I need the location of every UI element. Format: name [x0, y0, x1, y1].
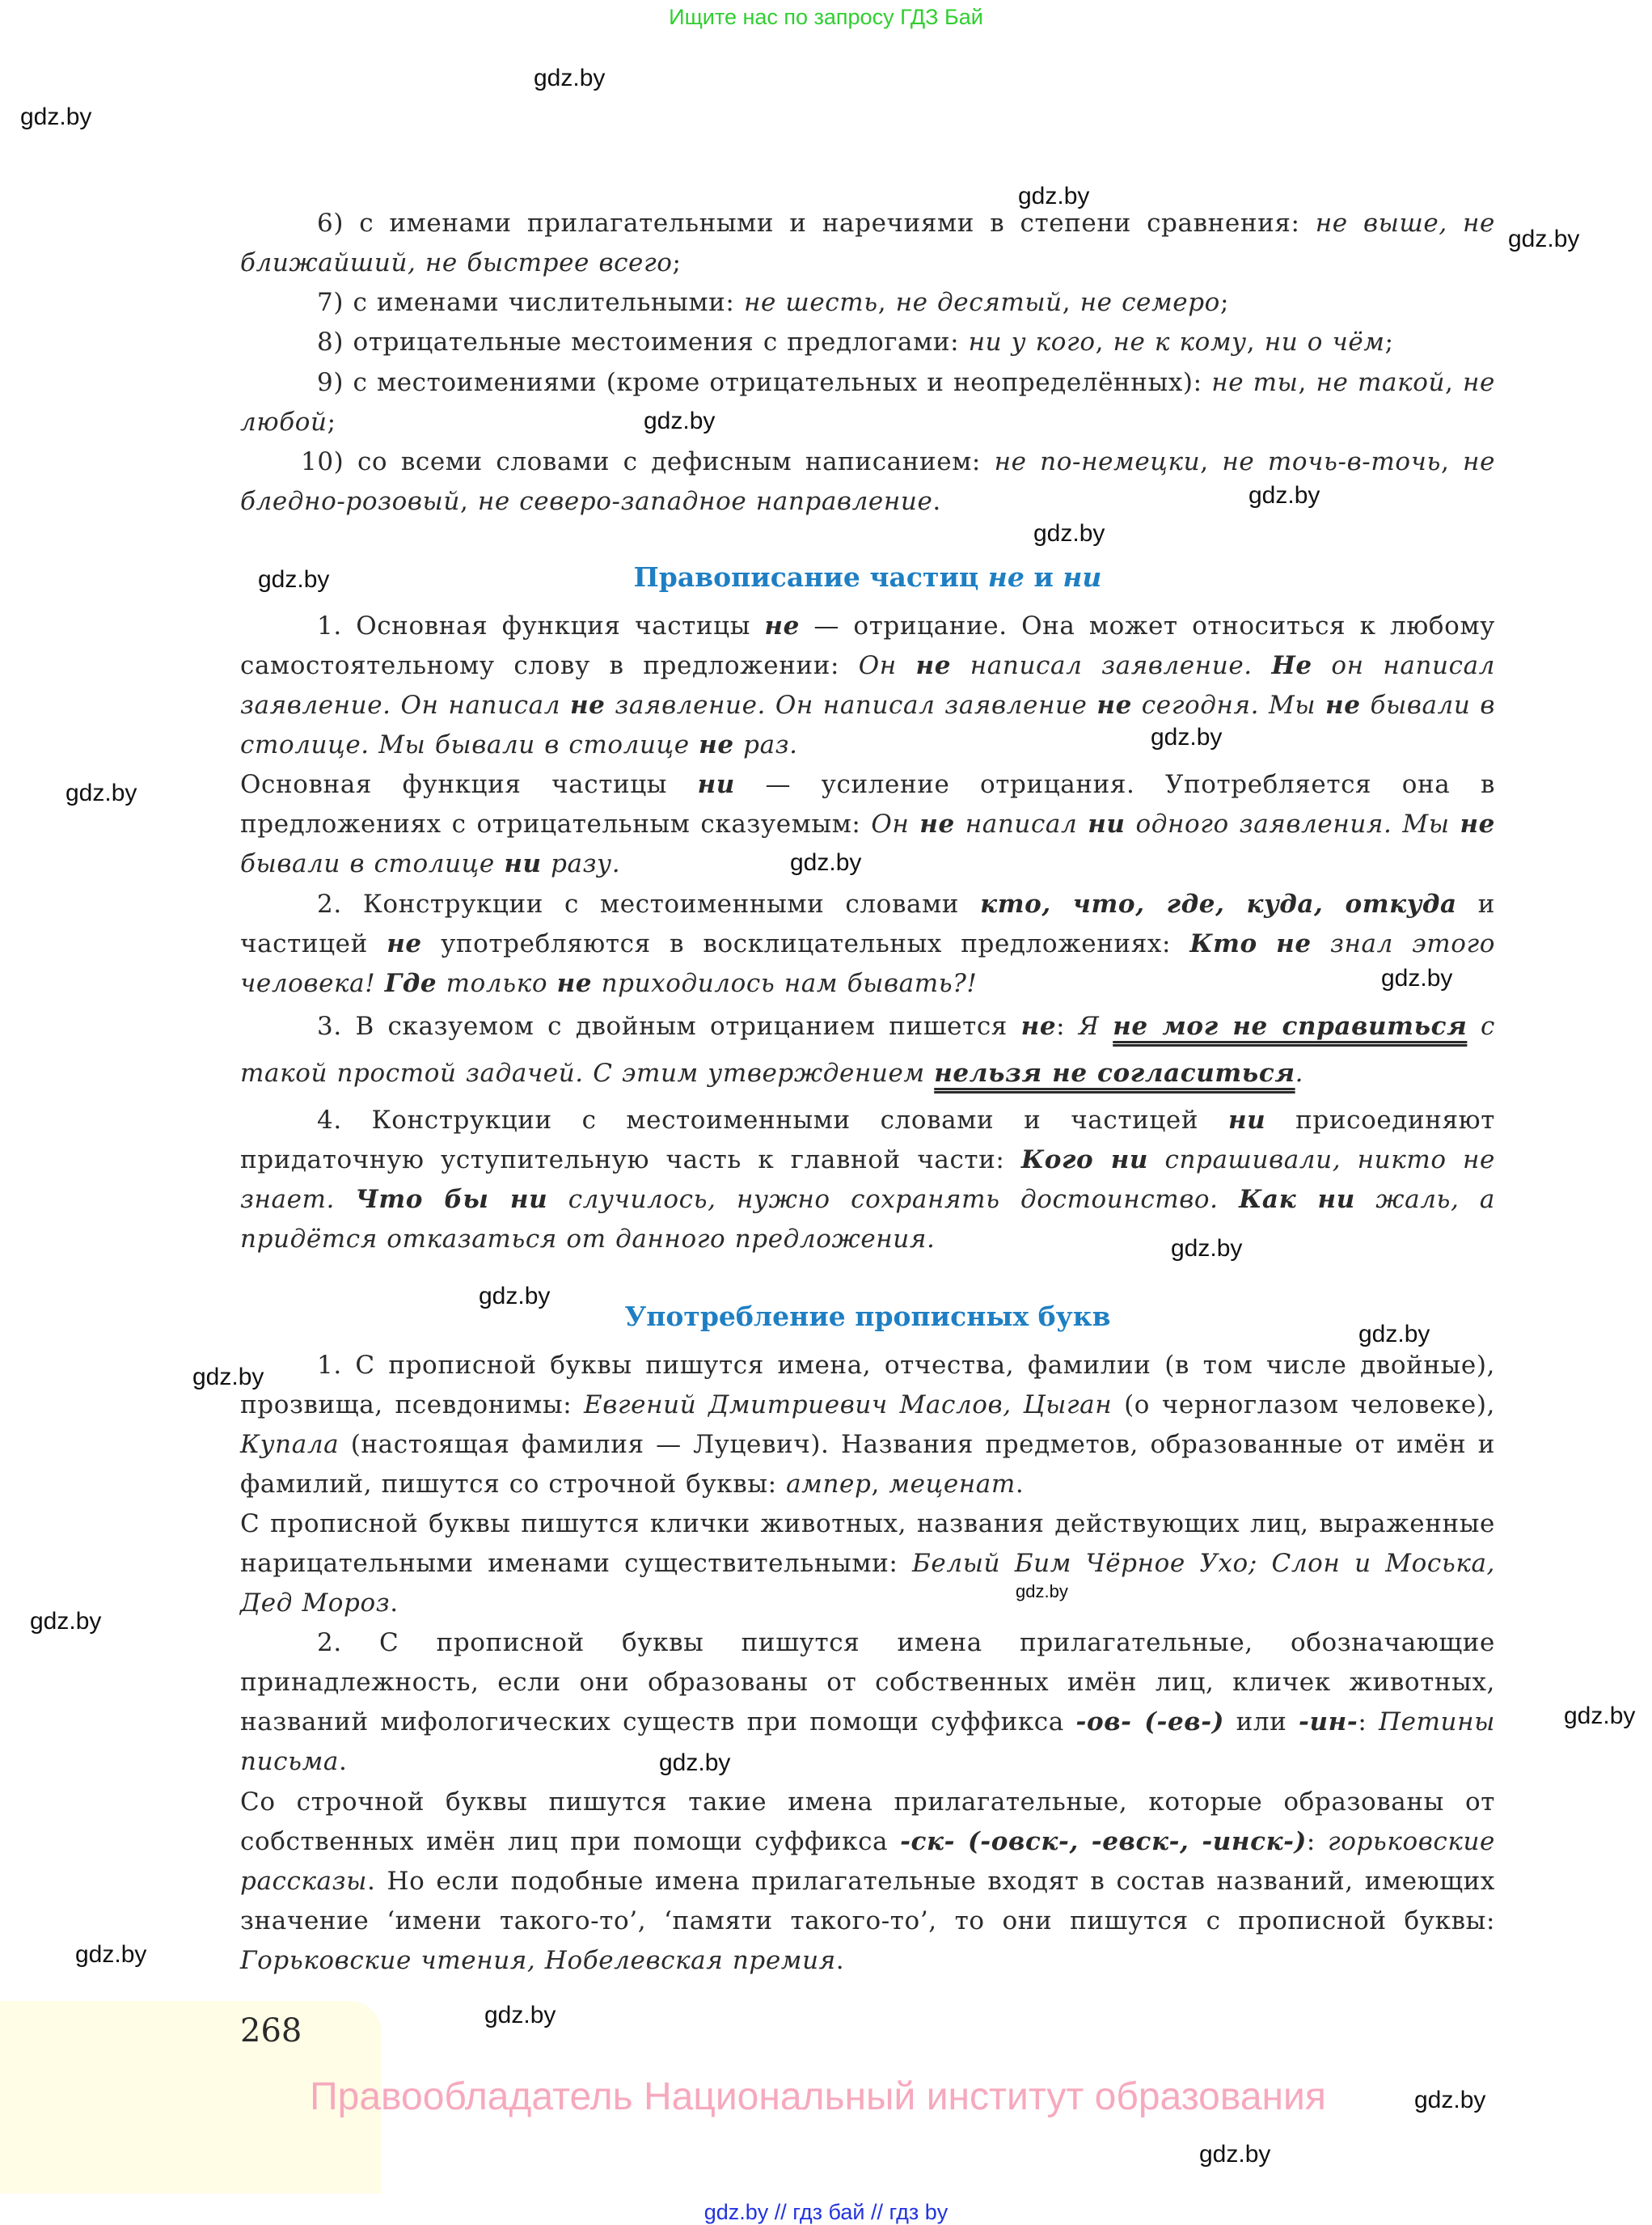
example-text: случилось, нужно сохранять достоинство.	[547, 1185, 1240, 1214]
emphasis-text: Кто	[1189, 929, 1257, 958]
section-heading-particles	[240, 561, 1495, 593]
example-text: бывали в столице. Мы бывали в столице	[240, 691, 1495, 759]
emphasis-text: не	[1020, 1012, 1057, 1041]
example-text: не к кому	[1113, 328, 1247, 357]
example-text: ни у кого	[968, 328, 1096, 357]
example-text: горьковские рассказы	[240, 1827, 1495, 1896]
copyright-notice: Правообладатель Национальный институт образования	[310, 2075, 1326, 2118]
paragraph	[240, 885, 1495, 1004]
text-run: — отрицание. Она может относиться к любому самостоятельному слову в предложении:	[240, 611, 1495, 680]
watermark: gdz.by	[1199, 2141, 1271, 2168]
watermark: gdz.by	[192, 1364, 264, 1390]
watermark: gdz.by	[1016, 1581, 1068, 1601]
paragraph	[240, 1623, 1495, 1782]
text-run: — усиление отрицания. Употребляется она в предложениях с отрицательным сказуемым:	[240, 770, 1495, 839]
emphasis-text: -ск- (-овск-, -евск-, -инск-)	[900, 1827, 1307, 1856]
text-run: ,	[1095, 328, 1113, 357]
text-run: ,	[459, 487, 478, 516]
emphasis-text: Где	[384, 969, 437, 998]
example-text: Петины письма	[240, 1707, 1495, 1776]
emphasis-text: Кого ни	[1020, 1145, 1149, 1174]
paragraph	[240, 204, 1495, 283]
watermark: gdz.by	[1381, 965, 1453, 992]
example-text: .	[1295, 1059, 1304, 1088]
example-text: не выше, не ближайший, не быстрее всего	[240, 209, 1495, 277]
example-text: он написал заявление. Он написал	[240, 651, 1495, 720]
watermark: gdz.by	[790, 849, 862, 876]
example-text: Белый Бим Чёрное Ухо; Слон и Моська, Дед Мороз	[240, 1549, 1495, 1618]
watermark: gdz.by	[1564, 1703, 1636, 1729]
text-run: .	[932, 487, 941, 516]
text-run: . Но если подобные имена прилагательные входят в состав названий, имеющих значение ‘имени такого-то’, ‘памяти такого-то’, то они пишутся с прописной буквы:	[240, 1867, 1495, 1935]
text-run: присоединяют придаточную уступительную часть к главной части:	[240, 1106, 1495, 1174]
emphasis-text: не	[915, 651, 952, 680]
text-run: 1. С прописной буквы пишутся имена, отчества, фамилии (в том числе двойные), прозвища, псевдонимы:	[240, 1351, 1495, 1419]
example-text: приходилось нам бывать?!	[592, 969, 978, 998]
text-run: 1. Основная функция частицы	[317, 611, 765, 641]
text-run: ;	[327, 408, 336, 437]
text-run: ,	[1246, 328, 1265, 357]
text-run: ,	[1445, 368, 1464, 397]
example-text: не северо-западное направление	[477, 487, 933, 516]
text-run: 2. С прописной буквы пишутся имена прилагательные, обозначающие принадлежность, если они образованы от собственных имён лиц, кличек животных, названий мифологических существ при помощи суффикса	[240, 1628, 1495, 1736]
text-run: (о черноглазом человеке),	[1112, 1390, 1495, 1419]
emphasis-text: нельзя не согласиться	[934, 1059, 1295, 1088]
example-text: не по-немецки	[994, 447, 1201, 476]
emphasis-text: не	[569, 691, 606, 720]
text-run: Основная функция частицы	[240, 770, 698, 799]
example-text	[1257, 929, 1276, 958]
text-run: :	[1056, 1012, 1079, 1041]
watermark: gdz.by	[1508, 226, 1580, 252]
text-run: ,	[1062, 288, 1080, 317]
watermark: gdz.by	[1151, 724, 1223, 751]
paragraph	[240, 323, 1495, 362]
watermark: gdz.by	[644, 408, 716, 434]
example-text: одного заявления. Мы	[1125, 810, 1460, 839]
emphasis-text: не	[919, 810, 955, 839]
page-number: 268	[240, 2012, 302, 2049]
emphasis-text: не	[1096, 691, 1132, 720]
example-text: меценат	[889, 1470, 1016, 1499]
emphasis-text: не	[764, 611, 800, 641]
emphasis-text: ни	[504, 849, 542, 878]
watermark: gdz.by	[1171, 1235, 1243, 1262]
watermark: gdz.by	[65, 780, 137, 806]
example-text: бывали в столице	[240, 849, 505, 878]
watermark: gdz.by	[1249, 482, 1320, 509]
paragraph	[240, 363, 1495, 442]
example-text: не ты	[1211, 368, 1299, 397]
footer-links[interactable]: gdz.by // гдз бай // гдз by	[703, 2200, 949, 2224]
text-run: 10) со всеми словами с дефисным написанием:	[301, 447, 995, 476]
text-run: .	[835, 1946, 845, 1975]
watermark: gdz.by	[1358, 1321, 1430, 1347]
text-run: 8) отрицательные местоимения с предлогами:	[317, 328, 969, 357]
example-text: спрашивали, никто не знает.	[240, 1145, 1495, 1214]
text-run: ,	[871, 1470, 889, 1499]
emphasis-text: не	[1460, 810, 1495, 839]
example-text: заявление. Он написал заявление	[605, 691, 1097, 720]
text-run: 2. Конструкции с местоименными словами	[317, 890, 981, 919]
example-text: написал заявление.	[951, 651, 1272, 680]
emphasis-text: не	[1325, 691, 1361, 720]
text-run: ,	[1200, 447, 1223, 476]
example-text: ампер	[786, 1470, 872, 1499]
example-text: Евгений Дмитриевич Маслов, Цыган	[584, 1390, 1113, 1419]
example-text: не любой	[240, 368, 1495, 437]
example-text: Купала	[240, 1430, 340, 1459]
emphasis-text: не	[387, 929, 422, 958]
section-heading-capitals: Употребление прописных букв	[624, 1301, 1111, 1332]
watermark: gdz.by	[75, 1941, 147, 1968]
text-run: 9) с местоимениями (кроме отрицательных и неопределённых):	[317, 368, 1212, 397]
watermark: gdz.by	[258, 566, 330, 593]
text-run: 4. Конструкции с местоименными словами и частицей	[317, 1106, 1228, 1135]
text-run: .	[338, 1747, 348, 1776]
text-run: ;	[672, 248, 682, 277]
watermark: gdz.by	[1033, 520, 1105, 547]
watermark: gdz.by	[1414, 2087, 1486, 2113]
emphasis-text: ни	[1088, 810, 1126, 839]
emphasis-text: Что бы ни	[355, 1185, 548, 1214]
watermark: gdz.by	[659, 1749, 731, 1776]
text-run: употребляются в восклицательных предложениях:	[421, 929, 1190, 958]
example-text: Я	[1078, 1012, 1113, 1041]
top-banner[interactable]: Ищите нас по запросу ГДЗ Бай	[669, 5, 983, 29]
example-text: не точь-в-точь	[1222, 447, 1441, 476]
example-text: только	[437, 969, 557, 998]
heading-ne: не	[987, 561, 1025, 593]
example-text: ни о чём	[1264, 328, 1385, 357]
watermark: gdz.by	[534, 65, 606, 91]
text-run: ,	[1440, 447, 1464, 476]
emphasis-text: не	[556, 969, 593, 998]
emphasis-text: Как ни	[1239, 1185, 1355, 1214]
text-run: .	[390, 1588, 399, 1618]
paragraph	[240, 283, 1495, 323]
emphasis-text: не	[699, 730, 734, 759]
emphasis-text: Не	[1271, 651, 1312, 680]
emphasis-text: кто, что, где, куда, откуда	[980, 890, 1457, 919]
example-text: не такой	[1316, 368, 1446, 397]
example-text: Он	[858, 651, 916, 680]
example-text: не бледно-розовый	[240, 447, 1496, 516]
example-text: сегодня. Мы	[1131, 691, 1326, 720]
paragraph	[240, 607, 1495, 765]
paragraph	[240, 1504, 1495, 1623]
heading-text: Правописание частиц	[633, 561, 988, 593]
text-run: :	[1358, 1707, 1379, 1736]
text-run: :	[1306, 1827, 1328, 1856]
text-run: 7) с именами числительными:	[317, 288, 744, 317]
emphasis-text: ни	[1227, 1106, 1266, 1135]
emphasis-text: не	[1276, 929, 1312, 958]
example-text: Он	[871, 810, 920, 839]
text-run: ;	[1219, 288, 1229, 317]
watermark: gdz.by	[484, 2002, 556, 2028]
example-text: жаль, а придётся отказаться от данного предложения.	[240, 1185, 1495, 1254]
watermark: gdz.by	[1018, 183, 1090, 209]
text-run: Со строчной буквы пишутся такие имена прилагательные, которые образованы от собственных имён лиц при помощи суффикса	[240, 1787, 1495, 1856]
text-run: ,	[877, 288, 896, 317]
example-text: Горьковские чтения, Нобелевская премия	[240, 1946, 836, 1975]
example-text: знал этого человека!	[240, 929, 1495, 998]
text-run: ;	[1384, 328, 1394, 357]
example-text: не шесть	[743, 288, 878, 317]
paragraph	[240, 1101, 1495, 1259]
emphasis-text: -ов- (-ев-)	[1075, 1707, 1224, 1736]
example-text: не семеро	[1080, 288, 1220, 317]
paragraph	[240, 765, 1495, 884]
text-run: и частицей	[240, 890, 1496, 958]
paragraph	[240, 1783, 1495, 1981]
heading-ni: ни	[1063, 561, 1102, 593]
text-run: 6) с именами прилагательными и наречиями в степени сравнения:	[317, 209, 1316, 238]
example-text: с такой простой задачей. С этим утверждением	[240, 1012, 1496, 1088]
emphasis-text: не мог не справиться	[1113, 1012, 1468, 1041]
paragraph	[240, 1346, 1495, 1504]
watermark: gdz.by	[479, 1283, 551, 1309]
text-run: С прописной буквы пишутся клички животных, названия действующих лиц, выраженные нарицательными именами существительными:	[240, 1509, 1495, 1578]
example-text: не десятый	[895, 288, 1063, 317]
emphasis-text: ни	[697, 770, 735, 799]
emphasis-text: -ин-	[1299, 1707, 1358, 1736]
heading-and: и	[1024, 561, 1063, 593]
text-run: .	[1015, 1470, 1025, 1499]
text-run: или	[1223, 1707, 1299, 1736]
text-run: (настоящая фамилия — Луцевич). Названия предметов, образованные от имён и фамилий, пишутся со строчной буквы:	[240, 1430, 1495, 1499]
example-text: написал	[954, 810, 1088, 839]
watermark: gdz.by	[30, 1608, 102, 1635]
paragraph	[240, 1003, 1495, 1097]
watermark: gdz.by	[20, 104, 92, 130]
example-text: разу.	[541, 849, 621, 878]
text-run: 3. В сказуемом с двойным отрицанием пишется	[317, 1012, 1021, 1041]
example-text: раз.	[733, 730, 798, 759]
text-run: ,	[1298, 368, 1316, 397]
